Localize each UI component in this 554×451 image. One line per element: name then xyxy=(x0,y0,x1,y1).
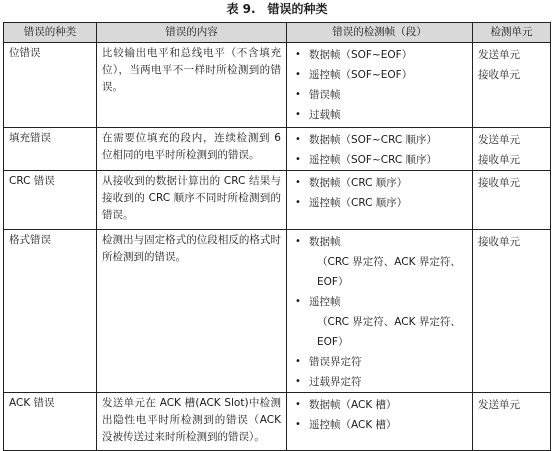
error-type-cell: 位错误 xyxy=(4,43,97,128)
list-item xyxy=(293,45,468,65)
bullet-icon: • xyxy=(295,399,301,410)
list-item xyxy=(293,415,468,435)
list-item xyxy=(293,173,468,193)
frame-detail: EOF） xyxy=(317,276,349,288)
list-item xyxy=(293,232,468,252)
bullet-icon: • xyxy=(295,197,301,208)
list-item xyxy=(293,130,468,150)
frame-detail: （CRC 界定符、ACK 界定符、 xyxy=(317,256,461,268)
frame-label: 遥控帧（CRC 顺序） xyxy=(309,197,408,209)
bullet-icon: • xyxy=(295,356,301,367)
table-row xyxy=(4,230,551,393)
header-error-content: 错误的内容 xyxy=(97,23,287,43)
frame-label: 数据帧（SOF~EOF） xyxy=(309,49,413,61)
unit-label: 接收单元 xyxy=(478,154,520,166)
detection-frame-cell xyxy=(287,43,473,128)
frame-detail: EOF） xyxy=(317,336,349,348)
header-error-type: 错误的种类 xyxy=(4,23,97,43)
frame-label: 过载帧 xyxy=(309,109,341,121)
error-types-table xyxy=(3,22,551,451)
frame-label: 数据帧（SOF~CRC 顺序） xyxy=(309,134,438,146)
bullet-icon: • xyxy=(295,177,301,188)
bullet-icon: • xyxy=(295,109,301,120)
error-type-cell: ACK 错误 xyxy=(4,393,97,451)
bullet-icon: • xyxy=(295,296,301,307)
frame-label: 错误帧 xyxy=(309,89,341,101)
list-item xyxy=(293,352,468,372)
frame-label: 遥控帧 xyxy=(309,296,341,308)
unit-label: 发送单元 xyxy=(478,399,520,411)
bullet-icon: • xyxy=(295,376,301,387)
detection-frame-cell xyxy=(287,230,473,393)
detection-unit-cell xyxy=(473,393,551,451)
error-type-cell: 填充错误 xyxy=(4,128,97,171)
table-row xyxy=(4,43,551,128)
bullet-icon: • xyxy=(295,69,301,80)
bullet-icon: • xyxy=(295,154,301,165)
detection-unit-cell xyxy=(473,128,551,171)
bullet-icon: • xyxy=(295,134,301,145)
detection-frame-cell xyxy=(287,128,473,171)
list-item xyxy=(293,372,468,392)
header-row xyxy=(4,23,551,43)
error-content-cell: 在需要位填充的段内，连续检测到 6 位相同的电平时所检测到的错误。 xyxy=(97,128,287,171)
unit-label: 发送单元 xyxy=(478,134,520,146)
error-content-cell: 检测出与固定格式的位段相反的格式时所检测到的错误。 xyxy=(97,230,287,393)
table-row xyxy=(4,171,551,230)
frame-label: 数据帧（ACK 槽） xyxy=(309,399,397,411)
table-caption: 表 9. 错误的种类 xyxy=(226,2,328,16)
header-detection-frame: 错误的检测帧（段） xyxy=(287,23,473,43)
list-item xyxy=(293,395,468,415)
frame-label: 过载界定符 xyxy=(309,376,362,388)
detection-frame-cell xyxy=(287,393,473,451)
frame-detail: （CRC 界定符、ACK 界定符、 xyxy=(317,316,461,328)
table-row xyxy=(4,128,551,171)
list-item xyxy=(293,292,468,312)
bullet-icon: • xyxy=(295,419,301,430)
frame-label: 数据帧（CRC 顺序） xyxy=(309,177,408,189)
list-item xyxy=(293,85,468,105)
frame-label: 数据帧 xyxy=(309,236,341,248)
bullet-icon: • xyxy=(295,236,301,247)
error-content-cell: 从接收到的数据计算出的 CRC 结果与接收到的 CRC 顺序不同时所检测到的错误。 xyxy=(97,171,287,230)
list-item xyxy=(293,105,468,125)
bullet-icon: • xyxy=(295,49,301,60)
unit-label: 接收单元 xyxy=(478,236,520,248)
frame-label: 遥控帧（ACK 槽） xyxy=(309,419,397,431)
detection-unit-cell xyxy=(473,43,551,128)
frame-label: 错误界定符 xyxy=(309,356,362,368)
error-content-cell: 发送单元在 ACK 槽(ACK Slot)中检测出隐性电平时所检测到的错误（ACK 没被传送过来时所检测到的错误）。 xyxy=(97,393,287,451)
frame-label: 遥控帧（SOF~EOF） xyxy=(309,69,413,81)
unit-label: 接收单元 xyxy=(478,177,520,189)
error-type-cell: 格式错误 xyxy=(4,230,97,393)
unit-label: 发送单元 xyxy=(478,49,520,61)
error-content-cell: 比较输出电平和总线电平（不含填充位），当两电平不一样时所检测到的错误。 xyxy=(97,43,287,128)
detection-frame-cell xyxy=(287,171,473,230)
frame-label: 遥控帧（SOF~CRC 顺序） xyxy=(309,154,438,166)
header-detection-unit: 检测单元 xyxy=(473,23,551,43)
unit-label: 接收单元 xyxy=(478,69,520,81)
list-item xyxy=(293,150,468,170)
detection-unit-cell xyxy=(473,230,551,393)
detection-unit-cell xyxy=(473,171,551,230)
table-row xyxy=(4,393,551,451)
bullet-icon: • xyxy=(295,89,301,100)
error-type-cell: CRC 错误 xyxy=(4,171,97,230)
list-item xyxy=(293,193,468,213)
list-item xyxy=(293,65,468,85)
